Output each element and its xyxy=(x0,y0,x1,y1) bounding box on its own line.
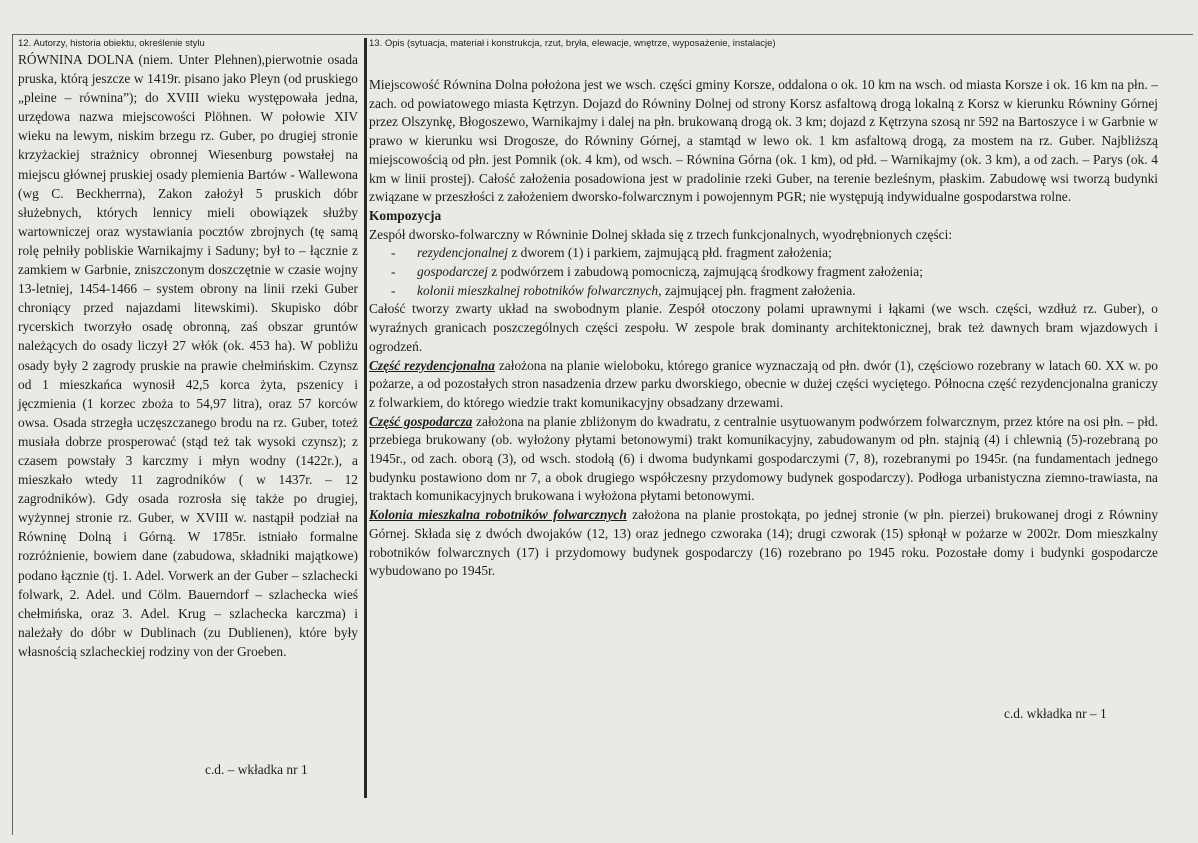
composition-heading: Kompozycja xyxy=(369,207,442,223)
continued-note-left: c.d. – wkładka nr 1 xyxy=(205,762,308,777)
residential-title: Część rezydencjonalna xyxy=(369,357,495,373)
history-column xyxy=(18,38,358,661)
colony-title: Kolonia mieszkalna robotników folwarcznych xyxy=(369,507,627,523)
whole-layout-paragraph: Całość tworzy zwarty układ na swobodnym planie. Zespół otoczony polami uprawnymi i łąkami (we wsch. części, wzdłuż rz. Guber), o wyraźnych granicach poszczególnych części zespołu. W zespole brak dominanty architektonicznej, brak też dawnych bram wjazdowych i ogrodzeń. xyxy=(369,301,1158,354)
part-name: gospodarczej xyxy=(417,264,488,280)
part-name: rezydencjonalnej xyxy=(417,245,508,261)
part-name: kolonii mieszkalnej robotników folwarcznych, xyxy=(417,282,662,298)
description-section-header: 13. Opis (sytuacja, materiał i konstrukcja, rzut, bryła, elewacje, wnętrze, wyposażenie, instalacje) xyxy=(369,38,776,49)
list-item xyxy=(369,244,1158,263)
column-divider xyxy=(364,38,367,798)
location-paragraph: Miejscowość Równina Dolna położona jest we wsch. części gminy Korsze, oddalona o ok. 10 km na wsch. od miasta Korsze i ok. 16 km na płn. – zach. od powiatowego miasta Kętrzyn. Dojazd do Równiny Dolnej od strony Korsz asfaltową drogą lokalną z Korsz w kierunku Równiny Górnej przez Olszynkę, Błogoszewo, Warnikajmy i dalej na płn. brukowaną drogą ok. 3 km; dojazd z Kętrzyna szosą nr 592 na Bartoszyce i w Garbnie w prawo w kierunku wsi Drogosze, do Równiny Górnej, a stamtąd w lewo ok. 1 km asfaltową drogą, za mostem na rz. Guber. Najbliższą miejscowością od płn. jest Pomnik (ok. 4 km), od wsch. – Równina Górna (ok. 1 km), od płd. – Warnikajmy (ok. 3 km), a od zach. – Parys (ok. 4 km w linii prostej). Całość założenia posadowiona jest w pradolinie rzeki Guber, na terenie bezleśnym, płaskim. Zabudowę wsi tworzą budynki związane w przeszłości z założeniem dworsko-folwarcznym i powojennym PGR; nie występują indywidualne gospodarstwa rolne. xyxy=(369,77,1158,205)
residential-text: założona na planie wieloboku, którego granice wyznaczają od płn. dwór (1), częściowo rozebrany w latach 60. XX w. po pożarze, a od pozostałych stron nasadzenia drzew parku dworskiego, obecnie w dużej części wyciętego. Północna część rezydencjonalna graniczy z folwarkiem, do którego wiedzie trakt komunikacyjny obsadzany drzewami. xyxy=(369,357,1158,410)
list-dash: - xyxy=(391,282,396,298)
colony-paragraph xyxy=(369,506,1158,581)
composition-intro: Zespół dworsko-folwarczny w Równinie Dolnej składa się z trzech funkcjonalnych, wyodrębnionych części: xyxy=(369,226,953,242)
list-item xyxy=(369,263,1158,282)
description-column xyxy=(369,38,1158,581)
farm-paragraph xyxy=(369,413,1158,507)
farm-title: Część gospodarcza xyxy=(369,413,473,429)
list-item xyxy=(369,282,1158,301)
continued-note-right: c.d. wkładka nr – 1 xyxy=(1004,706,1107,721)
parts-list xyxy=(369,244,1158,300)
residential-paragraph xyxy=(369,357,1158,413)
part-description: z dworem (1) i parkiem, zajmującą płd. fragment założenia; xyxy=(507,245,832,261)
list-dash: - xyxy=(391,264,396,280)
history-text: RÓWNINA DOLNA (niem. Unter Plehnen),pierwotnie osada pruska, którą jeszcze w 1419r. pisano jako Pleyn (od pruskiego „pleine – równina”); do XVIII wieku występowała jedna, urzędowa nazwa miejscowości Plöhnen. W połowie XIV wieku na lewym, niskim brzegu rz. Guber, po drugiej stronie krzyżackiej strażnicy obronnej Wiesenburg powstałej na miejscu głównej pruskiej osady plemienia Bartów - Wallewona (wg C. Beckherrna), Zakon założył 5 pruskich dóbr służebnych, których lennicy mieli obowiązek służby wartowniczej oraz wystawiania pocztów zbrojnych (tę samą rolę pełniły pobliskie Warnikajmy i Saduny; był to – łącznie z zamkiem w Garbnie, zniszczonym doszczętnie w czasie wojny 13-letniej, 1454-1466 – system obrony na linii rzeki Guber chroniący przed najazdami litewskimi). Skupisko dóbr rycerskich tworzyło osadę obronną, zaś obszar gruntów należących do osady liczył 27 włók (ok. 453 ha). W pobliżu osady były 2 zagrody pruskie na prawie chełmińskim. Czynsz od 1 mieszkańca wynosił 42,5 korca żyta, pszenicy i jęczmienia (1 korzec zboża to 54,97 litra), oraz 57 korców owsa. Osada strzegła uczęszczanego brodu na rz. Guber, toteż musiała dobrze prosperować (stąd też tak wysoki czynsz); z czasem powstały 3 karczmy i młyn wodny (1422r.), a mieszkało wtedy 11 zagrodników ( w 1437r. – 12 zagrodników). Gdy osada rozrosła się także po drugiej, wyżynnej stronie rz. Guber, w XVIII w. nastąpił podział na Równinę Dolną i Górną. W 1785r. istniało formalne rozróżnienie, bowiem dane (zabudowa, składniki majątkowe) podano łącznie (tj. 1. Adel. Vorwerk an der Guber – szlachecki folwark, 2. Adel. und Cölm. Bauerndorf – szlachecka wieś chełmińska, oraz 3. Adel. Krug – szlachecka karczma) i należały do dóbr w Dublinach (zu Dublienen), które były własnością szlacheckiej rodziny von der Groeben. xyxy=(18,52,358,659)
part-description: z podwórzem i zabudową pomocniczą, zajmującą środkowy fragment założenia; xyxy=(487,264,923,280)
colony-text: założona na planie prostokąta, po jednej stronie (w płn. pierzei) brukowanej drogi z Równiny Górnej. Składa się z dwóch dwojaków (12, 13) oraz jednego czworaka (14); drugi czworak (15) spłonął w pożarze w 2002r. Dom mieszkalny robotników folwarcznych (17) i przydomowy budynek gospodarczy (16) rozebrano po 1945 roku. Pozostałe domy i budynki gospodarcze wybudowano po 1945r. xyxy=(369,507,1159,579)
part-description: zajmującej płn. fragment założenia. xyxy=(661,282,856,298)
history-section-header: 12. Autorzy, historia obiektu, określenie stylu xyxy=(18,38,205,49)
list-dash: - xyxy=(391,245,396,261)
farm-text: założona na planie zbliżonym do kwadratu, z centralnie usytuowanym podwórzem folwarcznym, przez które na osi płn. – płd. przebiega brukowany (ob. wyłożony płytami betonowymi) trakt komunikacyjny, zabudowanym od płn. stajnią (4) i chlewnią (5)-rozebraną po 1945r., od zach. oborą (3), od wsch. stodołą (6) i dwoma budynkami gospodarczymi (7, 8), rozebranymi po 1945r. (na fundamentach jednego budynku postawiono dom nr 7, a obok drugiego współczesny przydomowy budynek gospodarczy). Podłoga urbanistyczna ziemno-trawiasta, na traktach komunikacyjnych brukowana i wyłożona płytami betonowymi. xyxy=(369,413,1158,504)
